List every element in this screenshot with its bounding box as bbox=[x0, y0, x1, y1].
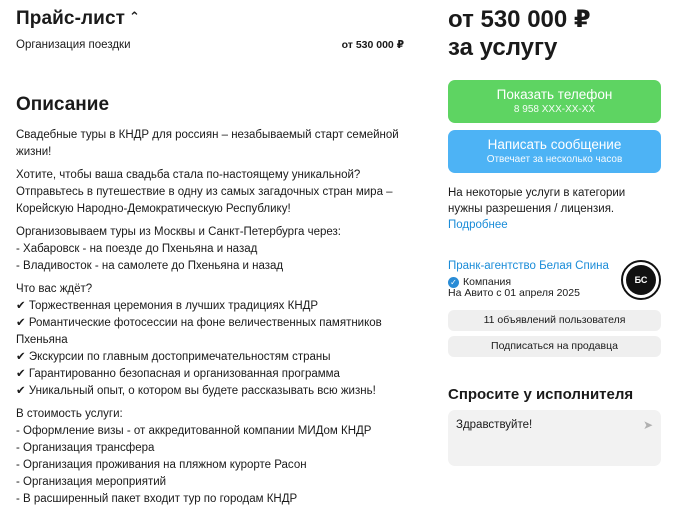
description-line: В стоимость услуги: bbox=[16, 408, 123, 420]
description-line: - Организация проживания на пляжном курорте Расон bbox=[16, 459, 307, 471]
seller-since: На Авито с 01 апреля 2025 bbox=[448, 287, 580, 299]
avatar-logo: БС bbox=[626, 265, 656, 295]
description-line: ✔ Уникальный опыт, о котором вы будете рассказывать всю жизнь! bbox=[16, 385, 376, 397]
seller-avatar[interactable] bbox=[621, 260, 661, 300]
chevron-up-icon[interactable]: ⌃ bbox=[129, 9, 141, 24]
description-line: ✔ Гарантированно безопасная и организованная программа bbox=[16, 368, 340, 380]
write-message-button[interactable] bbox=[448, 130, 661, 173]
user-listings-button[interactable]: 11 объявлений пользователя bbox=[448, 310, 661, 331]
permit-text: На некоторые услуги в категории нужны разрешения / лицензия. bbox=[448, 187, 626, 215]
description-line: - Оформление визы - от аккредитованной компании МИДом КНДР bbox=[16, 425, 372, 437]
price-row-label: Организация поездки bbox=[16, 39, 131, 51]
ask-message-text: Здравствуйте! bbox=[456, 419, 533, 431]
description-line: - Организация мероприятий bbox=[16, 476, 167, 488]
sidebar-price-amount: от 530 000 ₽ bbox=[448, 6, 591, 33]
description-line: ✔ Экскурсии по главным достопримечательностям страны bbox=[16, 351, 331, 363]
seller-name-link[interactable]: Пранк-агентство Белая Спина bbox=[448, 260, 609, 272]
seller-type-label: Компания bbox=[463, 276, 512, 288]
description-line: - Организация трансфера bbox=[16, 442, 155, 454]
price-list-header[interactable] bbox=[16, 8, 140, 30]
price-list-row bbox=[16, 39, 404, 51]
price-row-value: от 530 000 ₽ bbox=[341, 39, 404, 51]
description-line: - Хабаровск - на поезде до Пхеньяна и назад bbox=[16, 243, 258, 255]
permit-more-link[interactable]: Подробнее bbox=[448, 219, 508, 231]
description-paragraph bbox=[16, 406, 426, 508]
description-line: - Владивосток - на самолете до Пхеньяна и назад bbox=[16, 260, 284, 272]
description-line: Хотите, чтобы ваша свадьба стала по-настоящему уникальной? Отправьтесь в путешествие в одну из самых загадочных стран мира – Корейскую Народно-Демократическую Республику! bbox=[16, 169, 393, 215]
description-line: ✔ Романтические фотосессии на фоне величественных памятников Пхеньяна bbox=[16, 317, 382, 346]
ask-message-input[interactable] bbox=[448, 410, 661, 466]
description-line: ✔ Торжественная церемония в лучших традициях КНДР bbox=[16, 300, 319, 312]
description-line: Свадебные туры в КНДР для россиян – незабываемый старт семейной жизни! bbox=[16, 129, 399, 158]
description-paragraph bbox=[16, 167, 426, 218]
description-paragraph bbox=[16, 127, 426, 161]
description-paragraph bbox=[16, 224, 426, 275]
write-message-label: Написать сообщение bbox=[487, 137, 622, 152]
description-title: Описание bbox=[16, 94, 110, 115]
subscribe-seller-button[interactable]: Подписаться на продавца bbox=[448, 336, 661, 357]
permit-notice bbox=[448, 185, 662, 233]
description-line: Организовываем туры из Москвы и Санкт-Петербурга через: bbox=[16, 226, 342, 238]
phone-number-masked: 8 958 XXX-XX-XX bbox=[513, 104, 596, 115]
sidebar-price-unit: за услугу bbox=[448, 34, 558, 61]
show-phone-label: Показать телефон bbox=[496, 87, 613, 102]
show-phone-button[interactable] bbox=[448, 80, 661, 123]
ask-performer-title: Спросите у исполнителя bbox=[448, 386, 634, 403]
description-line: - В расширенный пакет входит тур по городам КНДР bbox=[16, 493, 298, 505]
response-time: Отвечает за несколько часов bbox=[486, 154, 623, 165]
description-body bbox=[16, 127, 426, 514]
send-icon[interactable]: ➤ bbox=[642, 418, 653, 432]
description-paragraph bbox=[16, 281, 426, 400]
verified-check-icon: ✓ bbox=[448, 277, 459, 288]
description-line: Что вас ждёт? bbox=[16, 283, 93, 295]
sidebar-price bbox=[448, 6, 591, 62]
price-list-title: Прайс-лист bbox=[16, 8, 126, 29]
